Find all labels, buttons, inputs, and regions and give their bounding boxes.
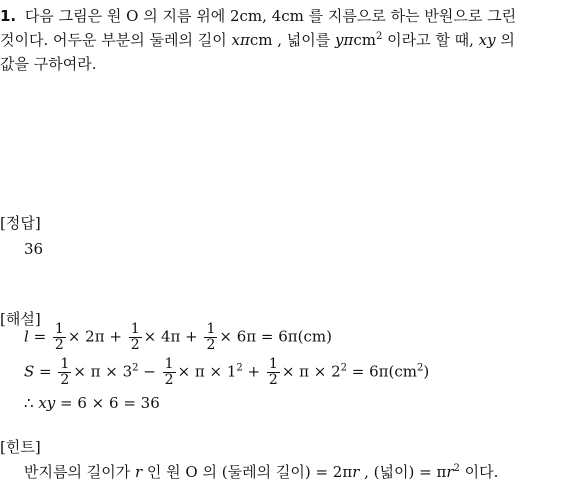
fraction-half: $\frac{1}{2}$ [60,356,70,388]
fraction-half: $\frac{1}{2}$ [206,321,216,353]
solution-label: [해설] [0,310,41,328]
fraction-half: $\frac{1}{2}$ [268,356,278,388]
hint-label: [힌트] [0,438,41,456]
question-text [0,4,571,76]
question-number: 1. [0,7,17,25]
solution-conclusion: ∴ xy = 6 × 6 = 36 [24,394,160,412]
fraction-half: $\frac{1}{2}$ [54,321,64,353]
answer-label: [정답] [0,214,41,232]
hint-text: 반지름의 길이가 r 인 원 O 의 (둘레의 길이) = 2πr , (넓이) = $\pi r^2$ 이다. [24,463,499,481]
fraction-half: $\frac{1}{2}$ [164,356,174,388]
question-line-2: 것이다. 어두운 부분의 둘레의 길이 xπcm , 넓이를 yπcm$^2$ 이라고 할 때, xy 의 [0,31,515,49]
fraction-half: $\frac{1}{2}$ [130,321,140,353]
solution-perimeter-equation: l = $\frac{1}{2}$ × 2π + $\frac{1}{2}$ × 4π + $\frac{1}{2}$ × 6π = 6π(cm) [24,321,332,353]
question-line-1: 1. 다음 그림은 원 O 의 지름 위에 2cm, 4cm 를 지름으로 하는 반원으로 그린 [0,7,517,25]
solution-area-equation: S = $\frac{1}{2}$ × $\pi \times 3^2$ − $\frac{1}{2}$ × $\pi \times 1^2$ + $\frac{1}{2}$ × $\pi \times 2^2 = 6\pi(cm^2)$ [24,356,430,388]
answer-value: 36 [24,240,44,258]
question-line-3: 값을 구하여라. [0,55,97,73]
